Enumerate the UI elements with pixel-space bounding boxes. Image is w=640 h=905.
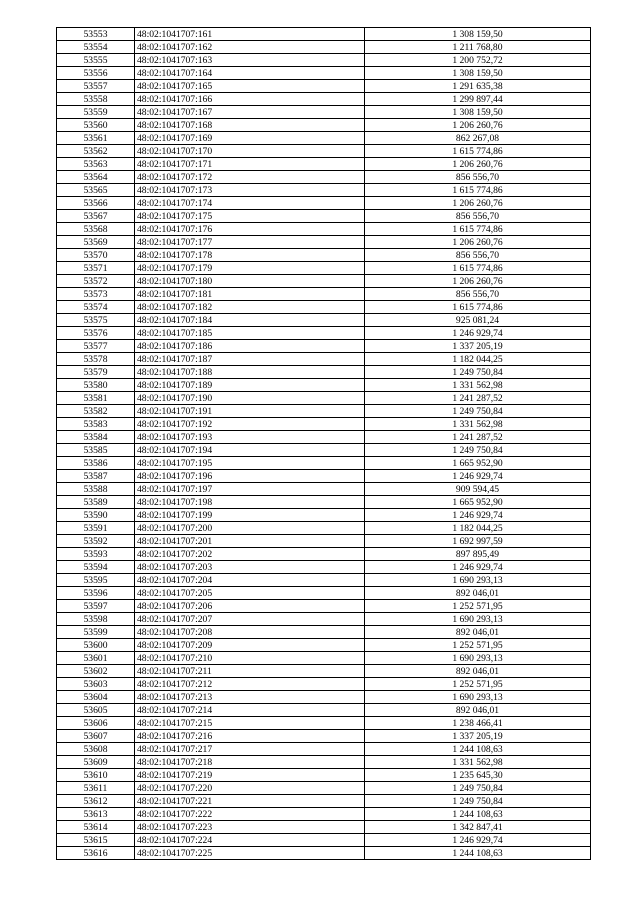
cadastral-number-cell: 48:02:1041707:186 <box>135 340 365 353</box>
row-number-cell: 53566 <box>57 197 135 210</box>
cadastral-number-cell: 48:02:1041707:185 <box>135 327 365 340</box>
value-cell: 1 331 562,98 <box>365 418 591 431</box>
row-number-cell: 53609 <box>57 756 135 769</box>
row-number-cell: 53585 <box>57 444 135 457</box>
row-number-cell: 53555 <box>57 54 135 67</box>
table-row <box>57 704 591 717</box>
table-row <box>57 769 591 782</box>
document-page <box>56 27 591 860</box>
row-number-cell: 53598 <box>57 613 135 626</box>
value-cell: 1 337 205,19 <box>365 340 591 353</box>
row-number-cell: 53614 <box>57 821 135 834</box>
table-row <box>57 353 591 366</box>
table-row <box>57 561 591 574</box>
value-cell: 1 238 466,41 <box>365 717 591 730</box>
cadastral-number-cell: 48:02:1041707:179 <box>135 262 365 275</box>
table-row <box>57 717 591 730</box>
value-cell: 862 267,08 <box>365 132 591 145</box>
cadastral-number-cell: 48:02:1041707:166 <box>135 93 365 106</box>
value-cell: 1 249 750,84 <box>365 795 591 808</box>
cadastral-number-cell: 48:02:1041707:214 <box>135 704 365 717</box>
table-row <box>57 652 591 665</box>
cadastral-number-cell: 48:02:1041707:194 <box>135 444 365 457</box>
row-number-cell: 53610 <box>57 769 135 782</box>
table-row <box>57 847 591 860</box>
cadastral-number-cell: 48:02:1041707:224 <box>135 834 365 847</box>
value-cell: 856 556,70 <box>365 171 591 184</box>
row-number-cell: 53597 <box>57 600 135 613</box>
cadastral-number-cell: 48:02:1041707:210 <box>135 652 365 665</box>
value-cell: 1 690 293,13 <box>365 652 591 665</box>
value-cell: 1 206 260,76 <box>365 236 591 249</box>
row-number-cell: 53572 <box>57 275 135 288</box>
value-cell: 1 182 044,25 <box>365 522 591 535</box>
cadastral-number-cell: 48:02:1041707:172 <box>135 171 365 184</box>
cadastral-number-cell: 48:02:1041707:218 <box>135 756 365 769</box>
row-number-cell: 53563 <box>57 158 135 171</box>
cadastral-number-cell: 48:02:1041707:216 <box>135 730 365 743</box>
row-number-cell: 53600 <box>57 639 135 652</box>
value-cell: 892 046,01 <box>365 665 591 678</box>
table-row <box>57 730 591 743</box>
cadastral-number-cell: 48:02:1041707:207 <box>135 613 365 626</box>
value-cell: 892 046,01 <box>365 704 591 717</box>
table-row <box>57 795 591 808</box>
table-row <box>57 483 591 496</box>
value-cell: 856 556,70 <box>365 249 591 262</box>
cadastral-number-cell: 48:02:1041707:202 <box>135 548 365 561</box>
cadastral-number-cell: 48:02:1041707:181 <box>135 288 365 301</box>
row-number-cell: 53592 <box>57 535 135 548</box>
cadastral-number-cell: 48:02:1041707:188 <box>135 366 365 379</box>
cadastral-number-cell: 48:02:1041707:175 <box>135 210 365 223</box>
row-number-cell: 53606 <box>57 717 135 730</box>
row-number-cell: 53595 <box>57 574 135 587</box>
cadastral-number-cell: 48:02:1041707:217 <box>135 743 365 756</box>
row-number-cell: 53602 <box>57 665 135 678</box>
cadastral-number-cell: 48:02:1041707:198 <box>135 496 365 509</box>
value-cell: 1 249 750,84 <box>365 444 591 457</box>
value-cell: 1 291 635,38 <box>365 80 591 93</box>
cadastral-number-cell: 48:02:1041707:225 <box>135 847 365 860</box>
table-row <box>57 119 591 132</box>
value-cell: 1 331 562,98 <box>365 756 591 769</box>
row-number-cell: 53581 <box>57 392 135 405</box>
row-number-cell: 53608 <box>57 743 135 756</box>
table-row <box>57 314 591 327</box>
value-cell: 1 308 159,50 <box>365 28 591 41</box>
value-cell: 1 235 645,30 <box>365 769 591 782</box>
row-number-cell: 53605 <box>57 704 135 717</box>
table-row <box>57 678 591 691</box>
cadastral-number-cell: 48:02:1041707:176 <box>135 223 365 236</box>
cadastral-number-cell: 48:02:1041707:223 <box>135 821 365 834</box>
row-number-cell: 53557 <box>57 80 135 93</box>
row-number-cell: 53587 <box>57 470 135 483</box>
table-row <box>57 392 591 405</box>
table-row <box>57 54 591 67</box>
table-body <box>57 28 591 860</box>
cadastral-number-cell: 48:02:1041707:203 <box>135 561 365 574</box>
row-number-cell: 53593 <box>57 548 135 561</box>
table-row <box>57 210 591 223</box>
row-number-cell: 53565 <box>57 184 135 197</box>
value-cell: 1 249 750,84 <box>365 405 591 418</box>
value-cell: 1 211 768,80 <box>365 41 591 54</box>
value-cell: 1 249 750,84 <box>365 366 591 379</box>
table-row <box>57 236 591 249</box>
row-number-cell: 53591 <box>57 522 135 535</box>
cadastral-number-cell: 48:02:1041707:161 <box>135 28 365 41</box>
table-row <box>57 535 591 548</box>
cadastral-number-cell: 48:02:1041707:189 <box>135 379 365 392</box>
table-row <box>57 145 591 158</box>
cadastral-number-cell: 48:02:1041707:215 <box>135 717 365 730</box>
row-number-cell: 53607 <box>57 730 135 743</box>
table-row <box>57 184 591 197</box>
row-number-cell: 53590 <box>57 509 135 522</box>
table-row <box>57 41 591 54</box>
table-row <box>57 821 591 834</box>
value-cell: 1 182 044,25 <box>365 353 591 366</box>
row-number-cell: 53582 <box>57 405 135 418</box>
cadastral-number-cell: 48:02:1041707:201 <box>135 535 365 548</box>
table-row <box>57 106 591 119</box>
row-number-cell: 53561 <box>57 132 135 145</box>
cadastral-number-cell: 48:02:1041707:184 <box>135 314 365 327</box>
value-cell: 1 342 847,41 <box>365 821 591 834</box>
table-row <box>57 834 591 847</box>
value-cell: 1 299 897,44 <box>365 93 591 106</box>
cadastral-number-cell: 48:02:1041707:174 <box>135 197 365 210</box>
row-number-cell: 53571 <box>57 262 135 275</box>
value-cell: 1 665 952,90 <box>365 496 591 509</box>
row-number-cell: 53559 <box>57 106 135 119</box>
value-cell: 1 244 108,63 <box>365 743 591 756</box>
table-row <box>57 457 591 470</box>
table-row <box>57 496 591 509</box>
value-cell: 1 615 774,86 <box>365 301 591 314</box>
value-cell: 1 615 774,86 <box>365 223 591 236</box>
row-number-cell: 53583 <box>57 418 135 431</box>
table-row <box>57 28 591 41</box>
cadastral-number-cell: 48:02:1041707:222 <box>135 808 365 821</box>
cadastral-number-cell: 48:02:1041707:220 <box>135 782 365 795</box>
table-row <box>57 249 591 262</box>
table-row <box>57 691 591 704</box>
cadastral-number-cell: 48:02:1041707:191 <box>135 405 365 418</box>
cadastral-number-cell: 48:02:1041707:192 <box>135 418 365 431</box>
value-cell: 1 692 997,59 <box>365 535 591 548</box>
value-cell: 909 594,45 <box>365 483 591 496</box>
value-cell: 892 046,01 <box>365 626 591 639</box>
table-row <box>57 613 591 626</box>
row-number-cell: 53579 <box>57 366 135 379</box>
table-row <box>57 756 591 769</box>
value-cell: 1 246 929,74 <box>365 561 591 574</box>
value-cell: 1 690 293,13 <box>365 691 591 704</box>
row-number-cell: 53576 <box>57 327 135 340</box>
value-cell: 1 615 774,86 <box>365 145 591 158</box>
table-row <box>57 626 591 639</box>
table-row <box>57 301 591 314</box>
row-number-cell: 53554 <box>57 41 135 54</box>
cadastral-number-cell: 48:02:1041707:195 <box>135 457 365 470</box>
value-cell: 1 690 293,13 <box>365 613 591 626</box>
value-cell: 1 200 752,72 <box>365 54 591 67</box>
row-number-cell: 53601 <box>57 652 135 665</box>
row-number-cell: 53553 <box>57 28 135 41</box>
value-cell: 1 252 571,95 <box>365 600 591 613</box>
cadastral-number-cell: 48:02:1041707:204 <box>135 574 365 587</box>
table-row <box>57 366 591 379</box>
row-number-cell: 53568 <box>57 223 135 236</box>
value-cell: 1 206 260,76 <box>365 275 591 288</box>
value-cell: 1 249 750,84 <box>365 782 591 795</box>
table-row <box>57 418 591 431</box>
cadastral-number-cell: 48:02:1041707:169 <box>135 132 365 145</box>
row-number-cell: 53589 <box>57 496 135 509</box>
value-cell: 1 615 774,86 <box>365 184 591 197</box>
table-row <box>57 288 591 301</box>
value-cell: 1 244 108,63 <box>365 847 591 860</box>
value-cell: 1 246 929,74 <box>365 834 591 847</box>
table-row <box>57 808 591 821</box>
table-row <box>57 405 591 418</box>
cadastral-number-cell: 48:02:1041707:170 <box>135 145 365 158</box>
cadastral-number-cell: 48:02:1041707:167 <box>135 106 365 119</box>
table-row <box>57 262 591 275</box>
table-row <box>57 600 591 613</box>
table-row <box>57 93 591 106</box>
cadastral-number-cell: 48:02:1041707:165 <box>135 80 365 93</box>
value-cell: 1 252 571,95 <box>365 678 591 691</box>
value-cell: 1 337 205,19 <box>365 730 591 743</box>
table-row <box>57 431 591 444</box>
row-number-cell: 53586 <box>57 457 135 470</box>
row-number-cell: 53567 <box>57 210 135 223</box>
cadastral-number-cell: 48:02:1041707:177 <box>135 236 365 249</box>
row-number-cell: 53580 <box>57 379 135 392</box>
table-row <box>57 340 591 353</box>
table-row <box>57 379 591 392</box>
row-number-cell: 53584 <box>57 431 135 444</box>
value-cell: 1 246 929,74 <box>365 470 591 483</box>
row-number-cell: 53611 <box>57 782 135 795</box>
row-number-cell: 53574 <box>57 301 135 314</box>
cadastral-number-cell: 48:02:1041707:199 <box>135 509 365 522</box>
cadastral-number-cell: 48:02:1041707:164 <box>135 67 365 80</box>
value-cell: 1 206 260,76 <box>365 158 591 171</box>
table-row <box>57 639 591 652</box>
table-row <box>57 223 591 236</box>
table-row <box>57 444 591 457</box>
cadastral-number-cell: 48:02:1041707:212 <box>135 678 365 691</box>
row-number-cell: 53578 <box>57 353 135 366</box>
table-row <box>57 67 591 80</box>
value-cell: 1 206 260,76 <box>365 197 591 210</box>
table-row <box>57 327 591 340</box>
value-cell: 1 241 287,52 <box>365 431 591 444</box>
row-number-cell: 53569 <box>57 236 135 249</box>
table-row <box>57 743 591 756</box>
table-row <box>57 509 591 522</box>
row-number-cell: 53612 <box>57 795 135 808</box>
cadastral-number-cell: 48:02:1041707:196 <box>135 470 365 483</box>
cadastral-number-cell: 48:02:1041707:171 <box>135 158 365 171</box>
row-number-cell: 53575 <box>57 314 135 327</box>
cadastral-number-cell: 48:02:1041707:182 <box>135 301 365 314</box>
cadastral-value-table <box>56 27 591 860</box>
cadastral-number-cell: 48:02:1041707:162 <box>135 41 365 54</box>
value-cell: 1 665 952,90 <box>365 457 591 470</box>
value-cell: 1 331 562,98 <box>365 379 591 392</box>
cadastral-number-cell: 48:02:1041707:173 <box>135 184 365 197</box>
row-number-cell: 53564 <box>57 171 135 184</box>
row-number-cell: 53613 <box>57 808 135 821</box>
cadastral-number-cell: 48:02:1041707:208 <box>135 626 365 639</box>
value-cell: 1 308 159,50 <box>365 106 591 119</box>
value-cell: 1 246 929,74 <box>365 327 591 340</box>
value-cell: 1 246 929,74 <box>365 509 591 522</box>
table-row <box>57 171 591 184</box>
table-row <box>57 158 591 171</box>
table-row <box>57 80 591 93</box>
row-number-cell: 53616 <box>57 847 135 860</box>
cadastral-number-cell: 48:02:1041707:190 <box>135 392 365 405</box>
value-cell: 1 690 293,13 <box>365 574 591 587</box>
value-cell: 925 081,24 <box>365 314 591 327</box>
table-row <box>57 470 591 483</box>
cadastral-number-cell: 48:02:1041707:213 <box>135 691 365 704</box>
table-row <box>57 665 591 678</box>
cadastral-number-cell: 48:02:1041707:163 <box>135 54 365 67</box>
cadastral-number-cell: 48:02:1041707:219 <box>135 769 365 782</box>
value-cell: 856 556,70 <box>365 210 591 223</box>
row-number-cell: 53604 <box>57 691 135 704</box>
row-number-cell: 53556 <box>57 67 135 80</box>
table-row <box>57 197 591 210</box>
cadastral-number-cell: 48:02:1041707:221 <box>135 795 365 808</box>
cadastral-number-cell: 48:02:1041707:209 <box>135 639 365 652</box>
table-row <box>57 574 591 587</box>
cadastral-number-cell: 48:02:1041707:197 <box>135 483 365 496</box>
table-row <box>57 522 591 535</box>
row-number-cell: 53588 <box>57 483 135 496</box>
row-number-cell: 53594 <box>57 561 135 574</box>
value-cell: 1 241 287,52 <box>365 392 591 405</box>
value-cell: 1 308 159,50 <box>365 67 591 80</box>
value-cell: 1 244 108,63 <box>365 808 591 821</box>
row-number-cell: 53603 <box>57 678 135 691</box>
cadastral-number-cell: 48:02:1041707:180 <box>135 275 365 288</box>
row-number-cell: 53599 <box>57 626 135 639</box>
cadastral-number-cell: 48:02:1041707:206 <box>135 600 365 613</box>
row-number-cell: 53577 <box>57 340 135 353</box>
row-number-cell: 53570 <box>57 249 135 262</box>
row-number-cell: 53596 <box>57 587 135 600</box>
row-number-cell: 53558 <box>57 93 135 106</box>
cadastral-number-cell: 48:02:1041707:187 <box>135 353 365 366</box>
cadastral-number-cell: 48:02:1041707:205 <box>135 587 365 600</box>
cadastral-number-cell: 48:02:1041707:200 <box>135 522 365 535</box>
table-row <box>57 587 591 600</box>
value-cell: 892 046,01 <box>365 587 591 600</box>
cadastral-number-cell: 48:02:1041707:211 <box>135 665 365 678</box>
row-number-cell: 53562 <box>57 145 135 158</box>
cadastral-number-cell: 48:02:1041707:178 <box>135 249 365 262</box>
value-cell: 1 252 571,95 <box>365 639 591 652</box>
value-cell: 897 895,49 <box>365 548 591 561</box>
table-row <box>57 548 591 561</box>
cadastral-number-cell: 48:02:1041707:193 <box>135 431 365 444</box>
value-cell: 1 615 774,86 <box>365 262 591 275</box>
table-row <box>57 275 591 288</box>
row-number-cell: 53560 <box>57 119 135 132</box>
table-row <box>57 132 591 145</box>
cadastral-number-cell: 48:02:1041707:168 <box>135 119 365 132</box>
value-cell: 1 206 260,76 <box>365 119 591 132</box>
table-row <box>57 782 591 795</box>
row-number-cell: 53573 <box>57 288 135 301</box>
value-cell: 856 556,70 <box>365 288 591 301</box>
row-number-cell: 53615 <box>57 834 135 847</box>
